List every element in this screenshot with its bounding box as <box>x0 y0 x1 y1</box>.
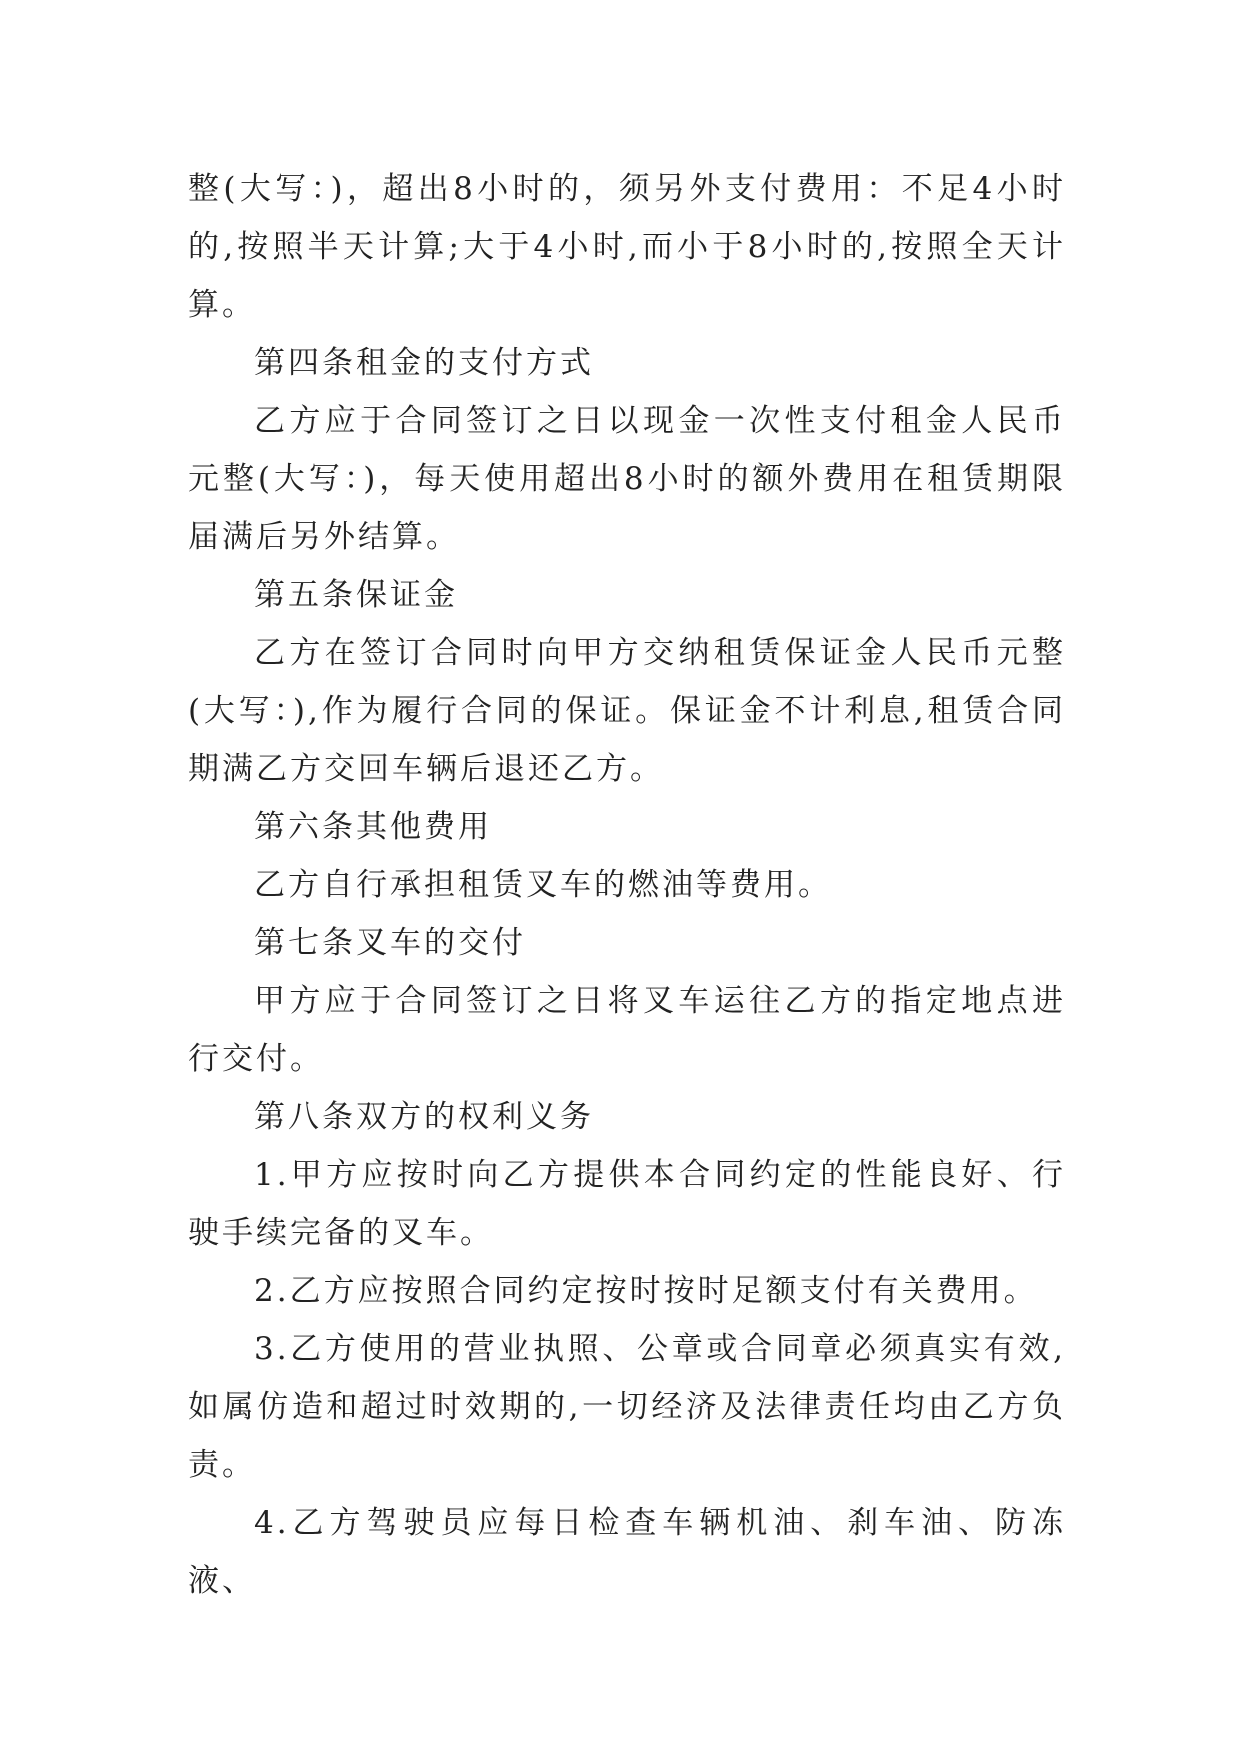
article-8-item-2: 2.乙方应按照合同约定按时按时足额支付有关费用。 <box>254 1273 1038 1309</box>
article-8-item-4: 4.乙方驾驶员应每日检查车辆机油、刹车油、防冻液、 <box>188 1505 1066 1599</box>
article-5-body: 乙方在签订合同时向甲方交纳租赁保证金人民币元整(大写：),作为履行合同的保证。保证金不计利息,租赁合同期满乙方交回车辆后退还乙方。 <box>188 635 1066 787</box>
article-7-body: 甲方应于合同签订之日将叉车运往乙方的指定地点进行交付。 <box>188 983 1066 1077</box>
article-4-body: 乙方应于合同签订之日以现金一次性支付租金人民币元整(大写：)，每天使用超出8小时的额外费用在租赁期限届满后另外结算。 <box>188 403 1066 555</box>
article-6-body: 乙方自行承担租赁叉车的燃油等费用。 <box>254 867 832 903</box>
article-4-heading: 第四条租金的支付方式 <box>254 345 594 381</box>
document-body <box>188 160 1066 1610</box>
article-7-heading: 第七条叉车的交付 <box>254 925 526 961</box>
paragraph-continuation: 整(大写：)，超出8小时的，须另外支付费用：不足4小时的,按照半天计算;大于4小时,而小于8小时的,按照全天计算。 <box>188 171 1066 323</box>
article-5-heading: 第五条保证金 <box>254 577 458 613</box>
article-6-heading: 第六条其他费用 <box>254 809 492 845</box>
article-8-heading: 第八条双方的权利义务 <box>254 1099 594 1135</box>
article-8-item-1: 1.甲方应按时向乙方提供本合同约定的性能良好、行驶手续完备的叉车。 <box>188 1157 1066 1251</box>
article-8-item-3: 3.乙方使用的营业执照、公章或合同章必须真实有效,如属仿造和超过时效期的,一切经济及法律责任均由乙方负责。 <box>188 1331 1066 1483</box>
